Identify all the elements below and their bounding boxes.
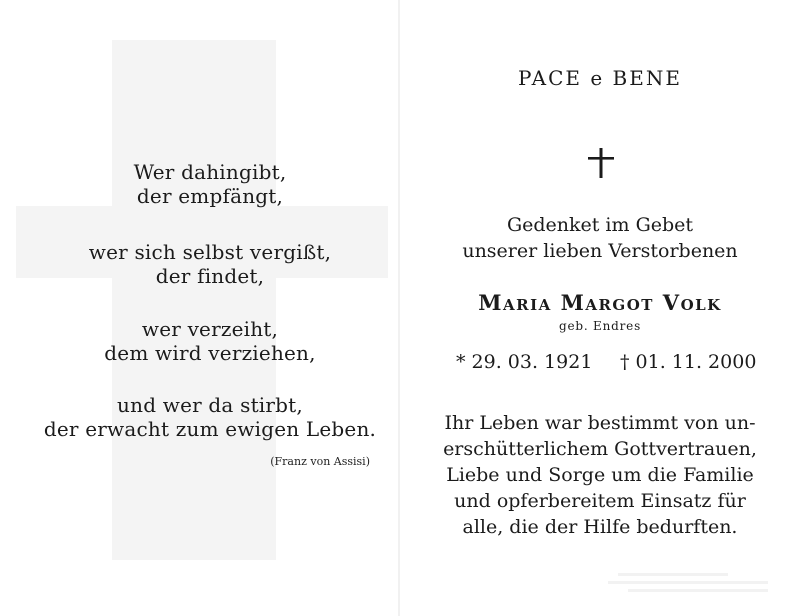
- poem-stanza-4: [20, 393, 400, 441]
- poem-line: der findet,: [155, 264, 265, 288]
- poem-line: wer sich selbst vergißt,: [88, 240, 332, 264]
- deceased-name: Maria Margot Volk: [478, 290, 722, 315]
- latin-cross-icon: [586, 148, 616, 178]
- poem-stanza-1: [20, 160, 400, 208]
- birth-date: * 29. 03. 1921: [456, 351, 593, 373]
- poem-line: und wer da stirbt,: [117, 393, 303, 417]
- poem-line: dem wird verziehen,: [104, 341, 316, 365]
- life-line: Liebe und Sorge um die Familie: [446, 464, 754, 486]
- life-line: alle, die der Hilfe bedurften.: [462, 516, 738, 538]
- left-panel: [0, 0, 398, 616]
- poem-stanza-3: [20, 317, 400, 365]
- print-smudge: [598, 565, 788, 605]
- poem-line: der empfängt,: [136, 184, 284, 208]
- poem-line: wer verzeiht,: [141, 317, 279, 341]
- life-line: Ihr Leben war bestimmt von un-: [444, 412, 756, 434]
- life-text: [420, 410, 780, 540]
- poem-line: Wer dahingibt,: [133, 160, 287, 184]
- life-line: und opferbereitem Einsatz für: [454, 490, 746, 512]
- memory-line: Gedenket im Gebet: [506, 214, 694, 236]
- maiden-name: geb. Endres: [558, 319, 642, 333]
- poem-line: der erwacht zum ewigen Leben.: [43, 417, 377, 441]
- death-date: † 01. 11. 2000: [620, 351, 757, 373]
- poem-source: (Franz von Assisi): [270, 455, 370, 468]
- poem-stanza-2: [20, 240, 400, 288]
- cross-watermark-icon: [0, 0, 398, 616]
- life-line: erschütterlichem Gottvertrauen,: [443, 438, 757, 460]
- memory-line: unserer lieben Verstorbenen: [462, 240, 738, 262]
- header-pace-e-bene: PACE e BENE: [518, 66, 682, 90]
